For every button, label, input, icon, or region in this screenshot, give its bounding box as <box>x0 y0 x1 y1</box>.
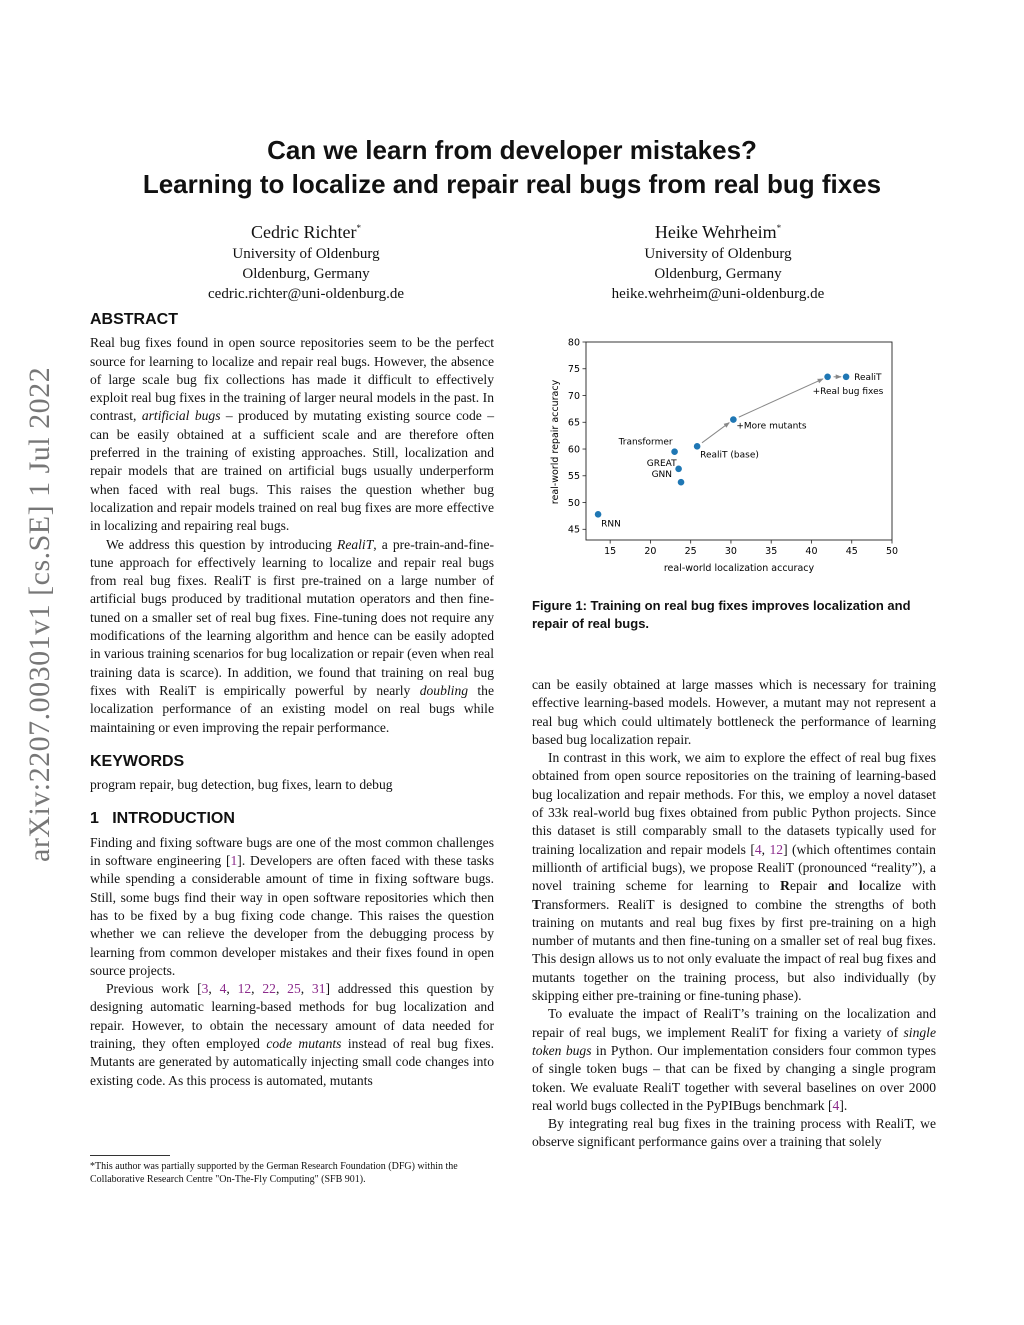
point-label: RealiT <box>854 372 882 383</box>
author-location: Oldenburg, Germany <box>654 266 782 282</box>
intro-paragraph-1: Finding and fixing software bugs are one of the most common challenges in software engineering [1]. Developers are often faced with these tasks while spending a considerable amount of time in fixing software bugs. Still, some bugs find their way in open software repositories which then has to be fixed by a bug fixing code change. This raises the question whether we can relieve the developer from the debugging process by learning from common developer mistakes and their fixes found in open source projects. <box>90 834 495 978</box>
point-label: RNN <box>601 519 621 530</box>
point-label: Transformer <box>618 437 673 448</box>
x-tick-label: 50 <box>885 546 899 557</box>
citation-link[interactable]: 4 <box>219 981 227 997</box>
intro-paragraph-2: Previous work [3, 4, 12, 22, 25, 31] addressed this question by designing automatic learning-based methods for bug localization and repair. However, to obtain the necessary amount of data needed for training, they often employed code mutants instead of real bug fixes. Mutants are generated by automatically injecting small code changes into existing code. As this process is automated, mutants <box>90 981 495 1088</box>
abstract-paragraph-1: Real bug fixes found in open source repositories seem to be the perfect source for learning to localize and repair real bugs. However, the absence of large scale bug fix collections has made it difficult to effectively exploit real bug fixes in the training of larger neural models in the past. In contrast, artificial bugs – produced by mutating existing source code – can be easily obtained at a sufficient scale and are therefore often preferred in the training of existing approaches. Still, localization and repair models that are trained on artificial bugs usually underperform when faced with real bugs. This raises the question whether bug localization and repair models trained on real bug fixes are more effective in localizing and repairing real bugs. <box>90 335 494 534</box>
citation-link[interactable]: 12 <box>237 981 252 997</box>
x-tick-label: 35 <box>765 546 778 557</box>
x-tick-label: 30 <box>724 546 737 557</box>
trend-arrow <box>739 379 823 417</box>
footnote: *This author was partially supported by the German Research Foundation (DFG) within the Collaborative Research Centre "On-The-Fly Computing" (SFB 901). <box>90 1161 458 1185</box>
data-point <box>694 443 701 450</box>
citation-link[interactable]: 4 <box>832 1097 840 1113</box>
keywords-text: program repair, bug detection, bug fixes, learn to debug <box>90 777 393 793</box>
author-name: Cedric Richter <box>251 222 357 242</box>
author-email[interactable]: cedric.richter@uni-oldenburg.de <box>208 286 404 302</box>
x-tick-label: 40 <box>805 546 818 557</box>
keywords-heading: KEYWORDS <box>90 752 185 770</box>
abstract-paragraph-2: We address this question by introducing RealiT, a pre-train-and-fine-tune approach for effectively learning to localize and repair real bugs from real bug fixes. RealiT is first pre-trained on a large number of artificial bugs produced by traditional mutation operators and then fine-tuned on a smaller set of real bug fixes. Fine-tuning does not require any modifications of the learning algorithm and hence can be easily adopted in various training scenarios for bug localization or repair (even when real training data is scarce). In addition, we found that training on real bug fixes with RealiT is empirically powerful by nearly doubling the localization performance of an existing model on real bugs while maintaining or even improving the repair performance. <box>90 536 494 735</box>
y-tick-label: 70 <box>567 390 580 402</box>
author-email[interactable]: heike.wehrheim@uni-oldenburg.de <box>611 286 825 302</box>
data-point <box>595 511 602 518</box>
footnote-rule <box>90 1155 170 1156</box>
right-paragraph-2: In contrast in this work, we aim to explore the effect of real bug fixes obtained from open source repositories on the training of learning-based bug localization and repair methods. For this, we employ a novel dataset of 33k real-world bug fixes obtained from public Python projects. Since this dataset is still comparably small to the datasets typically used for training localization and repair models [4, 12] (which oftentimes contain millionth of artificial bugs), we propose RealiT (pronounced “reality”), a novel training scheme for learning to Repair and localize with Transformers. RealiT is designed to combine the strengths of both training on mutants and real bug fixes by first pre-training on a high number of mutants and then fine-tuning on a smaller set of real bug fixes. This design allows us to not only evaluate the impact of real bug fixes and mutants together on the training process, but also individually (by skipping either pre-training or fine-tuning phase). <box>532 750 936 1004</box>
trend-arrow <box>702 423 729 443</box>
x-tick-label: 20 <box>644 546 657 557</box>
y-tick-label: 60 <box>567 444 580 456</box>
y-tick-label: 80 <box>567 337 580 349</box>
citation-link[interactable]: 3 <box>201 981 209 997</box>
x-tick-label: 25 <box>684 546 697 557</box>
point-label: GNN <box>651 470 673 481</box>
author-block-1 <box>156 216 456 304</box>
data-point <box>824 373 831 380</box>
point-label: GREAT <box>646 458 677 469</box>
right-paragraph-3: To evaluate the impact of RealiT’s training on the localization and repair of real bugs, we implement RealiT for fixing a variety of single token bugs in Python. Our implementation considers four common types of single token bugs – that can be fixed by changing a single program token. We evaluate RealiT together with several baselines on over 2000 real world bugs collected in the PyPIBugs benchmark [4]. <box>532 1006 936 1113</box>
author-name: Heike Wehrheim <box>654 222 777 242</box>
citation-link[interactable]: 12 <box>769 841 784 857</box>
point-label: RealiT (base) <box>700 450 759 461</box>
y-tick-label: 55 <box>567 471 580 483</box>
title-line-2: Learning to localize and repair real bugs from real bug fixes <box>142 169 882 199</box>
y-axis-label: real-world repair accuracy <box>550 379 561 505</box>
x-axis-label: real-world localization accuracy <box>663 563 815 574</box>
right-paragraph-4: By integrating real bug fixes in the training process with RealiT, we observe significant performance gains over a training that solely <box>532 1116 936 1150</box>
right-column <box>532 676 936 1152</box>
paper-title <box>0 133 1024 201</box>
author-mark: * <box>356 223 361 233</box>
point-label: +Real bug fixes <box>812 386 884 397</box>
right-paragraph-1: can be easily obtained at large masses which is necessary for training effective learning-based models. However, a mutant may not represent a real bug which could ultimately bottleneck the performance of learning based bug localization repair. <box>532 677 936 747</box>
arxiv-stamp: arXiv:2207.00301v1 [cs.SE] 1 Jul 2022 <box>23 366 56 862</box>
citation-link[interactable]: 31 <box>311 981 326 997</box>
abstract-heading: ABSTRACT <box>90 311 178 328</box>
y-tick-label: 45 <box>567 524 580 536</box>
point-label: +More mutants <box>736 421 807 432</box>
data-point <box>671 448 678 455</box>
author-mark: * <box>776 223 782 233</box>
citation-link[interactable]: 4 <box>754 841 762 857</box>
intro-heading: 1 INTRODUCTION <box>90 810 235 828</box>
citation-link[interactable]: 1 <box>230 853 238 869</box>
author-affiliation: University of Oldenburg <box>644 246 792 262</box>
citation-link[interactable]: 22 <box>262 981 276 997</box>
x-tick-label: 15 <box>604 546 617 557</box>
data-point <box>843 373 850 380</box>
data-point <box>678 479 685 486</box>
x-tick-label: 45 <box>845 546 858 557</box>
figure-1-chart <box>538 332 908 577</box>
citation-link[interactable]: 25 <box>287 981 301 997</box>
left-column <box>90 311 494 1090</box>
figure-caption: Figure 1: Training on real bug fixes improves localization and repair of real bugs. <box>532 598 911 631</box>
author-affiliation: University of Oldenburg <box>232 246 380 262</box>
y-tick-label: 50 <box>567 497 580 509</box>
y-tick-label: 65 <box>567 417 580 429</box>
title-line-1: Can we learn from developer mistakes? <box>267 135 757 165</box>
author-block-2 <box>568 216 868 304</box>
author-location: Oldenburg, Germany <box>242 266 370 282</box>
y-tick-label: 75 <box>567 364 580 376</box>
